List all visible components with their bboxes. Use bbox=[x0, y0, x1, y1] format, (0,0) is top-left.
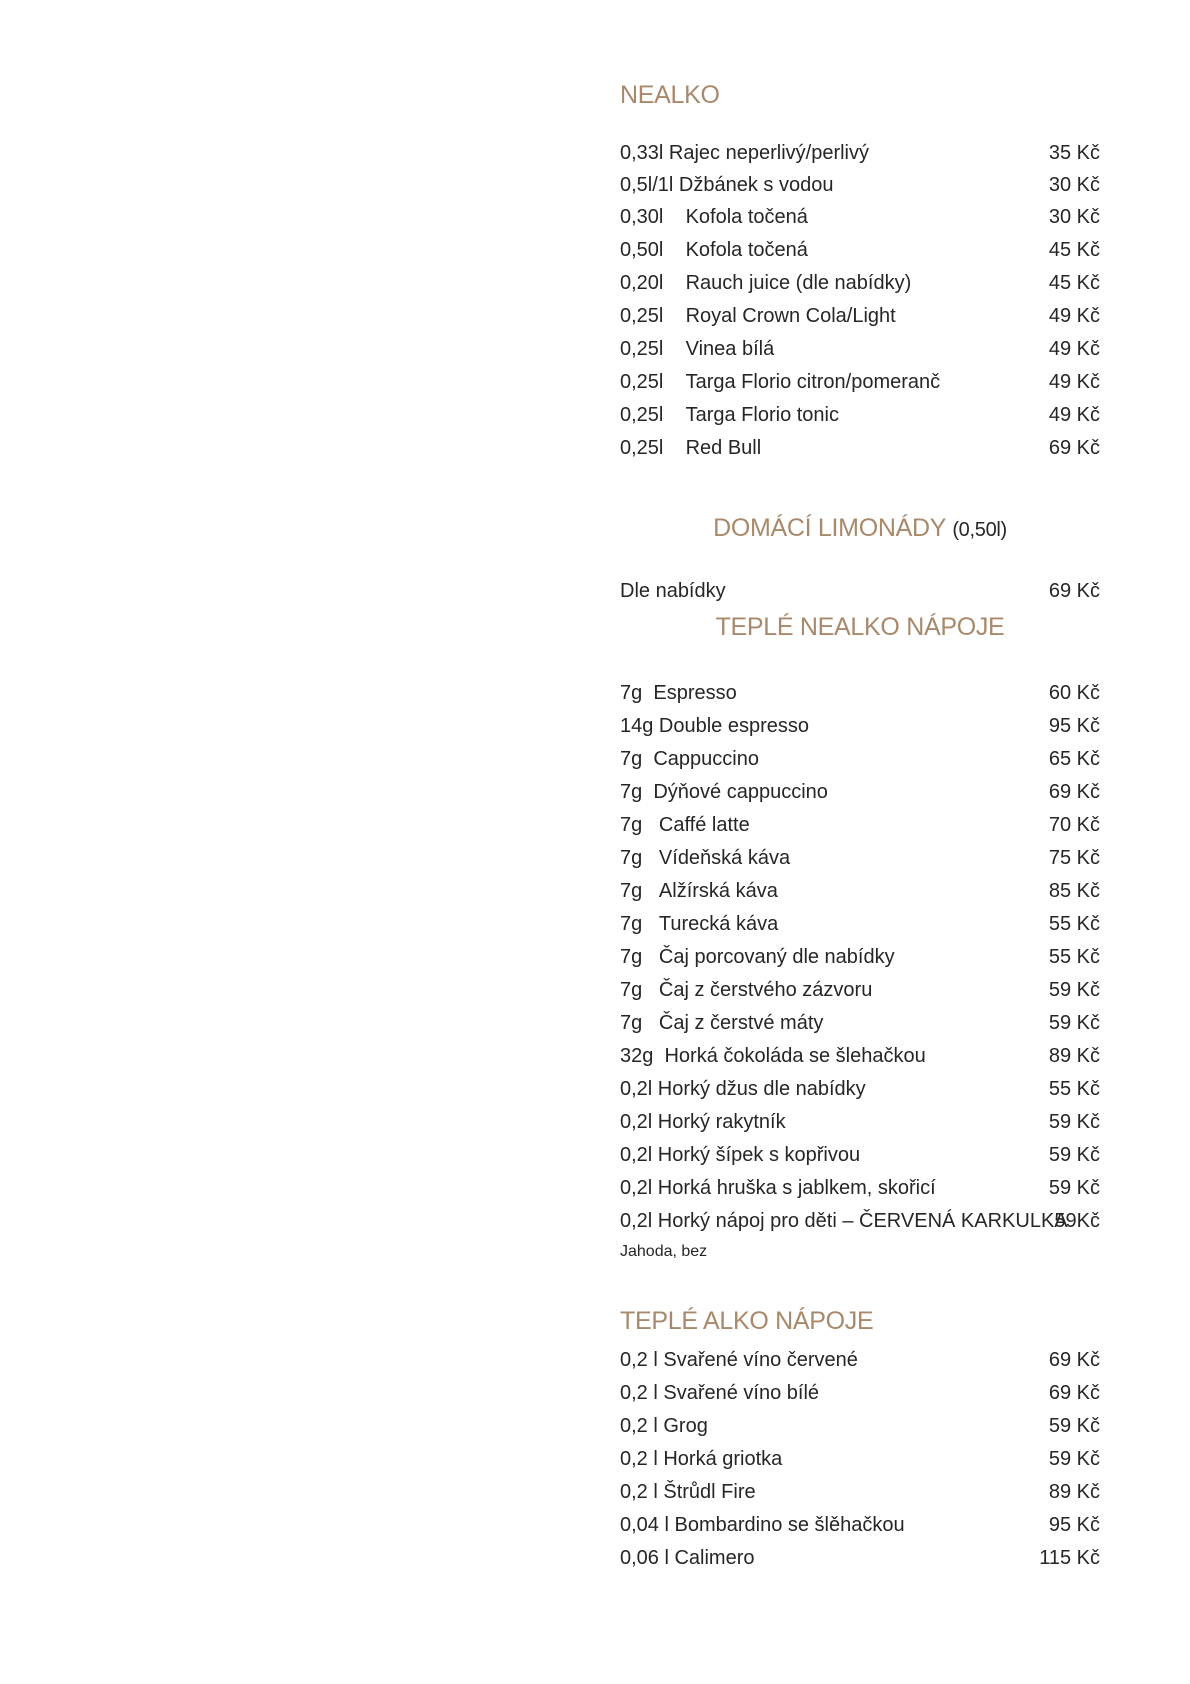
item-name: Dle nabídky bbox=[620, 580, 726, 602]
item-price: 45 Kč bbox=[1048, 239, 1100, 261]
item-name: 0,5l/1l Džbánek s vodou bbox=[620, 174, 834, 196]
item-name: 0,06 l Calimero bbox=[620, 1547, 755, 1569]
item-price: 115 Kč bbox=[1039, 1547, 1100, 1569]
item-price: 35 Kč bbox=[1048, 142, 1100, 164]
menu-row bbox=[620, 576, 1100, 606]
menu-row bbox=[620, 202, 1100, 232]
item-price: 70 Kč bbox=[1048, 814, 1100, 836]
menu-row bbox=[620, 1411, 1100, 1441]
item-price: 59 Kč bbox=[1048, 1448, 1100, 1470]
item-name: 14g Double espresso bbox=[620, 715, 810, 737]
menu-row bbox=[620, 1074, 1100, 1104]
item-price: 69 Kč bbox=[1048, 580, 1100, 602]
section-title-limonady-volume: (0,50l) bbox=[952, 519, 1007, 541]
item-name: 7g Turecká káva bbox=[620, 913, 779, 935]
section-title-teple-alko: TEPLÉ ALKO NÁPOJE bbox=[620, 1307, 874, 1335]
menu-row bbox=[620, 433, 1100, 463]
item-name: 7g Caffé latte bbox=[620, 814, 750, 836]
item-price: 59 Kč bbox=[1048, 1111, 1100, 1133]
item-name: 0,25l Vinea bílá bbox=[620, 338, 775, 360]
item-price: 49 Kč bbox=[1048, 404, 1100, 426]
menu-row bbox=[620, 1107, 1100, 1137]
item-price: 59 Kč bbox=[1048, 1177, 1100, 1199]
menu-row bbox=[620, 1543, 1100, 1573]
item-name: 0,2 l Svařené víno červené bbox=[620, 1349, 858, 1371]
item-name: 0,33l Rajec neperlivý/perlivý bbox=[620, 142, 870, 164]
item-name: 0,2l Horký džus dle nabídky bbox=[620, 1078, 866, 1100]
item-price: 59Kč bbox=[1054, 1210, 1100, 1232]
item-name: 0,25l Red Bull bbox=[620, 437, 762, 459]
item-name: 7g Cappuccino bbox=[620, 748, 759, 770]
item-name: 0,2 l Štrůdl Fire bbox=[620, 1481, 756, 1503]
menu-row bbox=[620, 975, 1100, 1005]
menu-row bbox=[620, 1173, 1100, 1203]
menu-row bbox=[620, 711, 1100, 741]
item-name: 7g Čaj z čerstvé máty bbox=[620, 1012, 824, 1034]
item-name: 7g Čaj z čerstvého zázvoru bbox=[620, 979, 873, 1001]
section-title-limonady bbox=[620, 513, 1100, 545]
section-title-limonady-text: DOMÁCÍ LIMONÁDY bbox=[713, 514, 946, 542]
item-price: 55 Kč bbox=[1048, 1078, 1100, 1100]
item-name: 0,30l Kofola točená bbox=[620, 206, 808, 228]
item-price: 49 Kč bbox=[1048, 305, 1100, 327]
menu-row bbox=[620, 1041, 1100, 1071]
item-price: 59 Kč bbox=[1048, 1144, 1100, 1166]
menu-row bbox=[620, 1477, 1100, 1507]
menu-row bbox=[620, 138, 1100, 168]
menu-row bbox=[620, 843, 1100, 873]
menu-row bbox=[620, 1206, 1100, 1236]
item-price: 89 Kč bbox=[1048, 1045, 1100, 1067]
menu-row bbox=[620, 678, 1100, 708]
item-name: 0,2l Horký nápoj pro děti – ČERVENÁ KARKULKA bbox=[620, 1210, 1068, 1232]
item-price: 89 Kč bbox=[1048, 1481, 1100, 1503]
item-price: 55 Kč bbox=[1048, 913, 1100, 935]
item-name: 7g Espresso bbox=[620, 682, 737, 704]
item-name: 0,2l Horký rakytník bbox=[620, 1111, 786, 1133]
menu-row bbox=[620, 268, 1100, 298]
menu-row bbox=[620, 400, 1100, 430]
item-price: 69 Kč bbox=[1048, 1382, 1100, 1404]
item-name: 0,2l Horký šípek s kopřivou bbox=[620, 1144, 861, 1166]
item-name: 0,25l Royal Crown Cola/Light bbox=[620, 305, 896, 327]
item-price: 45 Kč bbox=[1048, 272, 1100, 294]
menu-row bbox=[620, 334, 1100, 364]
menu-row bbox=[620, 810, 1100, 840]
item-name: 7g Čaj porcovaný dle nabídky bbox=[620, 946, 895, 968]
menu-row bbox=[620, 1008, 1100, 1038]
menu-row bbox=[620, 1345, 1100, 1375]
menu-row bbox=[620, 1140, 1100, 1170]
item-name: 0,2 l Grog bbox=[620, 1415, 708, 1437]
menu-row bbox=[620, 876, 1100, 906]
item-price: 69 Kč bbox=[1048, 437, 1100, 459]
menu-row bbox=[620, 235, 1100, 265]
item-price: 55 Kč bbox=[1048, 946, 1100, 968]
item-name: 0,2 l Svařené víno bílé bbox=[620, 1382, 820, 1404]
menu-row bbox=[620, 1510, 1100, 1540]
item-price: 95 Kč bbox=[1048, 1514, 1100, 1536]
item-name: 0,2 l Horká griotka bbox=[620, 1448, 783, 1470]
item-price: 30 Kč bbox=[1048, 174, 1100, 196]
menu-row bbox=[620, 367, 1100, 397]
item-note: Jahoda, bez bbox=[620, 1243, 708, 1260]
item-price: 49 Kč bbox=[1048, 371, 1100, 393]
menu-row bbox=[620, 942, 1100, 972]
menu-row bbox=[620, 301, 1100, 331]
section-title-teple-nealko: TEPLÉ NEALKO NÁPOJE bbox=[715, 613, 1005, 641]
menu-row bbox=[620, 909, 1100, 939]
item-name: 0,04 l Bombardino se šlěhačkou bbox=[620, 1514, 905, 1536]
item-price: 69 Kč bbox=[1048, 1349, 1100, 1371]
menu-row bbox=[620, 170, 1100, 200]
item-price: 49 Kč bbox=[1048, 338, 1100, 360]
item-name: 7g Alžírská káva bbox=[620, 880, 778, 902]
item-name: 7g Dýňové cappuccino bbox=[620, 781, 828, 803]
item-name: 0,25l Targa Florio citron/pomeranč bbox=[620, 371, 941, 393]
item-name: 0,20l Rauch juice (dle nabídky) bbox=[620, 272, 912, 294]
item-price: 30 Kč bbox=[1048, 206, 1100, 228]
item-price: 69 Kč bbox=[1048, 781, 1100, 803]
menu-row bbox=[620, 1378, 1100, 1408]
section-title-nealko: NEALKO bbox=[620, 81, 720, 109]
item-price: 65 Kč bbox=[1048, 748, 1100, 770]
item-price: 60 Kč bbox=[1048, 682, 1100, 704]
menu-row bbox=[620, 1444, 1100, 1474]
item-name: 0,50l Kofola točená bbox=[620, 239, 808, 261]
item-price: 85 Kč bbox=[1048, 880, 1100, 902]
menu-row bbox=[620, 777, 1100, 807]
item-name: 0,2l Horká hruška s jablkem, skořicí bbox=[620, 1177, 936, 1199]
item-price: 75 Kč bbox=[1048, 847, 1100, 869]
item-price: 59 Kč bbox=[1048, 1415, 1100, 1437]
menu-row bbox=[620, 744, 1100, 774]
item-name: 7g Vídeňská káva bbox=[620, 847, 791, 869]
item-name: 32g Horká čokoláda se šlehačkou bbox=[620, 1045, 926, 1067]
item-price: 59 Kč bbox=[1048, 1012, 1100, 1034]
item-price: 95 Kč bbox=[1048, 715, 1100, 737]
item-name: 0,25l Targa Florio tonic bbox=[620, 404, 839, 426]
item-price: 59 Kč bbox=[1048, 979, 1100, 1001]
